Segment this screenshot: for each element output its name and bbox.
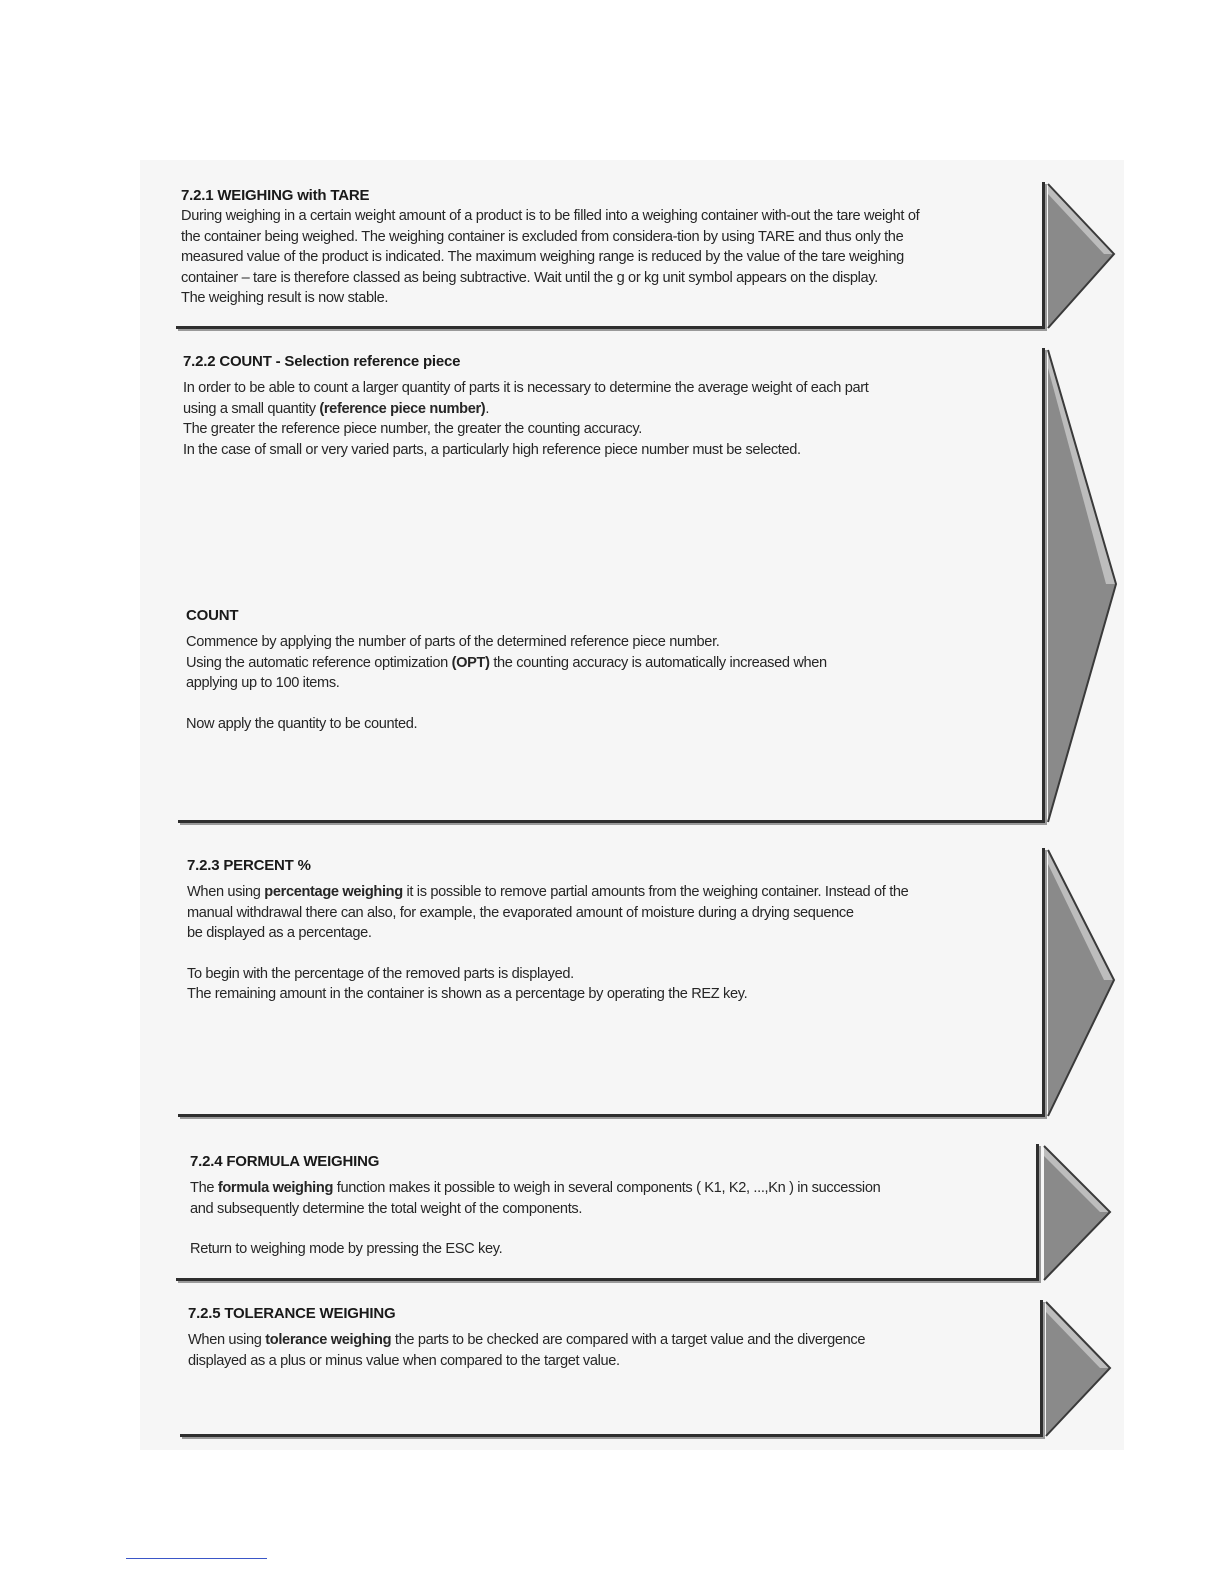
paragraph-line: using a small quantity (reference piece number). [183,400,490,417]
bold-term: (OPT) [451,654,490,671]
section-count-reference-piece [178,348,1045,823]
paragraph-line: In the case of small or very varied parts, a particularly high reference piece number must be selected. [183,441,801,458]
section-formula-weighing [176,1144,1039,1281]
paragraph-line: manual withdrawal there can also, for example, the evaporated amount of moisture during a drying sequence [187,904,854,921]
paragraph-line: To begin with the percentage of the removed parts is displayed. [187,965,574,982]
paragraph-line: When using percentage weighing it is possible to remove partial amounts from the weighing container. Instead of the [187,884,909,900]
bold-term: tolerance weighing [265,1332,392,1348]
bold-term: (reference piece number) [319,400,486,417]
chevron-right-icon [1040,1144,1116,1282]
paragraph-line: In order to be able to count a larger quantity of parts it is necessary to determine the average weight of each part [183,380,869,396]
paragraph-line: container – tare is therefore classed as being subtractive. Wait until the g or kg unit symbol appears on the display. [181,269,878,286]
paragraph-line: Now apply the quantity to be counted. [186,715,418,732]
paragraph-line: measured value of the product is indicated. The maximum weighing range is reduced by the value of the tare weighing [181,249,904,266]
paragraph-line: The greater the reference piece number, the greater the counting accuracy. [183,421,642,438]
chevron-right-icon [1044,348,1120,824]
paragraph-line: and subsequently determine the total weight of the components. [190,1200,583,1217]
paragraph-line: During weighing in a certain weight amount of a product is to be filled into a weighing container with-out the tare weight of [181,208,920,224]
paragraph-line: displayed as a plus or minus value when compared to the target value. [188,1352,620,1369]
footnote-separator [126,1558,267,1559]
chevron-right-icon [1044,182,1120,330]
paragraph-line: When using tolerance weighing the parts to be checked are compared with a target value and the divergence [188,1332,866,1348]
paragraph-line: the container being weighed. The weighing container is excluded from considera-tion by using TARE and thus only the [181,228,904,245]
paragraph-line: Commence by applying the number of parts of the determined reference piece number. [186,634,720,650]
section-percent [178,848,1045,1117]
paragraph-line: The remaining amount in the container is shown as a percentage by operating the REZ key. [187,986,748,1003]
section-title: 7.2.5 TOLERANCE WEIGHING [188,1305,396,1322]
section-title: 7.2.2 COUNT - Selection reference piece [183,353,461,370]
bold-term: percentage weighing [264,884,403,900]
paragraph-line: Return to weighing mode by pressing the ESC key. [190,1241,503,1258]
paragraph-line: Using the automatic reference optimization (OPT) the counting accuracy is automatically increased when [186,654,827,671]
bold-term: formula weighing [217,1180,334,1196]
chevron-right-icon [1042,1300,1116,1438]
section-weighing-with-tare [176,182,1045,329]
paragraph-line: be displayed as a percentage. [187,925,372,942]
subsection-title: COUNT [186,607,239,624]
section-title: 7.2.3 PERCENT % [187,857,311,874]
paragraph-line: The weighing result is now stable. [181,290,389,307]
section-tolerance-weighing [180,1300,1043,1437]
paragraph-line: The formula weighing function makes it possible to weigh in several components ( K1, K2, ...,Kn ) in succession [190,1180,881,1196]
section-title: 7.2.1 WEIGHING with TARE [181,187,370,204]
section-title: 7.2.4 FORMULA WEIGHING [190,1153,380,1170]
chevron-right-icon [1044,848,1120,1118]
paragraph-line: applying up to 100 items. [186,675,340,692]
